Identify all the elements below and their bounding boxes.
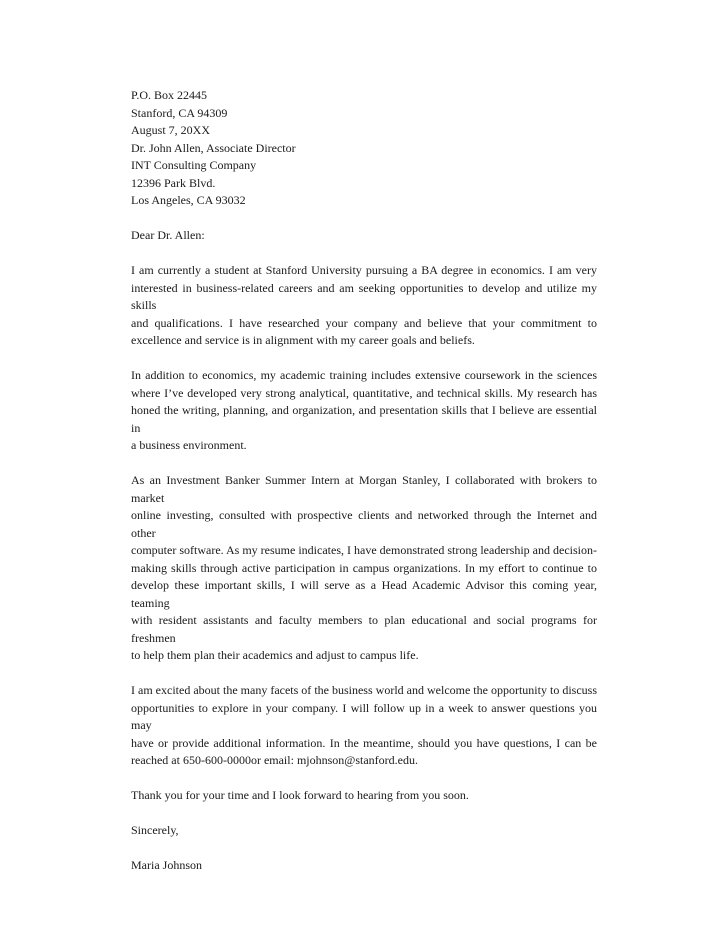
paragraph-line: excellence and service is in alignment with my career goals and beliefs. [131,333,475,347]
recipient-line: INT Consulting Company [131,158,257,172]
body-paragraph-2 [131,367,597,455]
paragraph-line: a business environment. [131,438,247,452]
sender-address-line: P.O. Box 22445 [131,88,208,102]
paragraph-line: where I’ve developed very strong analytical, quantitative, and technical skills. My research has [131,385,597,400]
letter-date: August 7, 20XX [131,123,211,137]
body-paragraph-4 [131,682,597,770]
paragraph-line: computer software. As my resume indicates, I have demonstrated strong leadership and decision- [131,543,597,557]
sender-address [131,87,597,122]
paragraph-line: online investing, consulted with prospective clients and networked through the Internet and other [131,508,597,540]
recipient-line: Dr. John Allen, Associate Director [131,140,296,155]
sender-address-line: Stanford, CA 94309 [131,105,228,120]
body-paragraph-3 [131,472,597,665]
paragraph-line: and qualifications. I have researched your company and believe that your commitment to [131,315,597,330]
paragraph-line: I am currently a student at Stanford University pursuing a BA degree in economics. I am very [131,263,597,277]
paragraph-line: to help them plan their academics and adjust to campus life. [131,648,419,662]
recipient-line: 12396 Park Blvd. [131,175,216,190]
paragraph-line: As an Investment Banker Summer Intern at Morgan Stanley, I collaborated with brokers to market [131,473,597,505]
paragraph-line: In addition to economics, my academic training includes extensive coursework in the sciences [131,368,597,382]
body-paragraph-1 [131,262,597,350]
paragraph-line: making skills through active participation in campus organizations. In my effort to continue to [131,560,597,575]
paragraph-line: reached at 650-600-0000or email: mjohnson@stanford.edu. [131,753,418,767]
paragraph-line: have or provide additional information. In the meantime, should you have questions, I can be [131,735,597,750]
closing-thanks: Thank you for your time and I look forward to hearing from you soon. [131,788,469,802]
salutation: Dear Dr. Allen: [131,228,205,242]
paragraph-line: I am excited about the many facets of the business world and welcome the opportunity to discuss [131,683,597,697]
recipient-line: Los Angeles, CA 93032 [131,193,246,207]
paragraph-line: honed the writing, planning, and organization, and presentation skills that I believe are essential in [131,403,597,435]
signature-name: Maria Johnson [131,858,202,872]
recipient-address [131,140,597,210]
letter-page [131,87,597,875]
paragraph-line: opportunities to explore in your company. I will follow up in a week to answer questions you may [131,700,597,732]
paragraph-line: develop these important skills, I will serve as a Head Academic Advisor this coming year, teaming [131,578,597,610]
paragraph-line: with resident assistants and faculty members to plan educational and social programs for freshmen [131,613,597,645]
paragraph-line: interested in business-related careers and am seeking opportunities to develop and utilize my skills [131,280,597,312]
signoff: Sincerely, [131,823,179,837]
